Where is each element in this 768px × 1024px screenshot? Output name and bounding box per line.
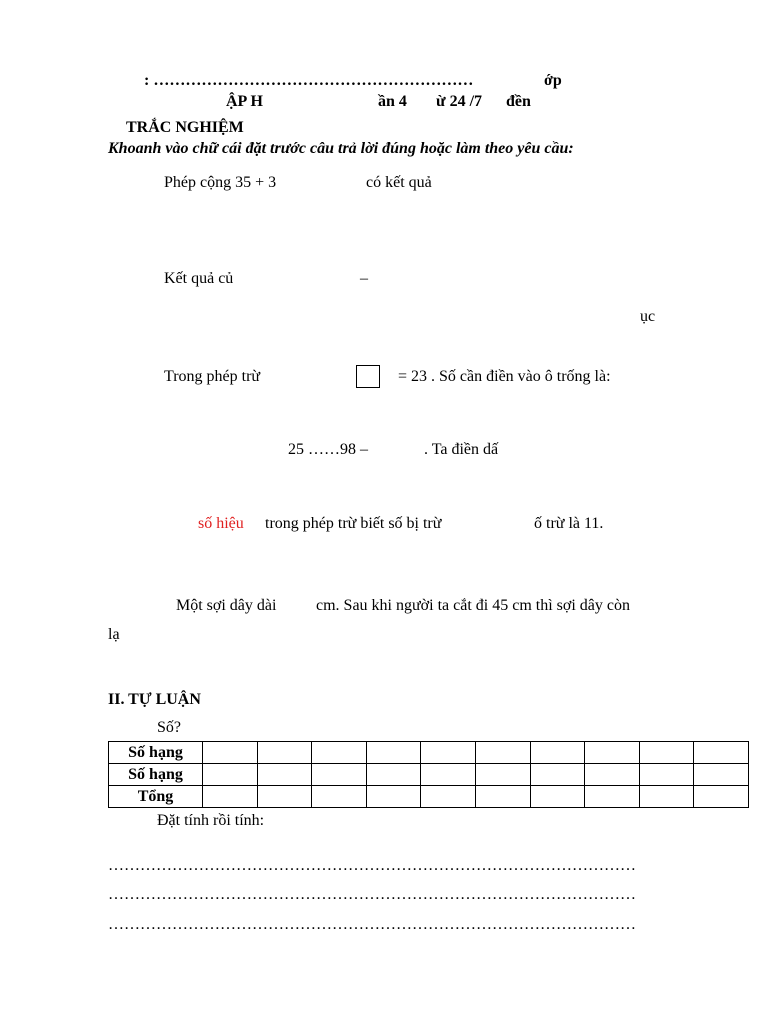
table-cell[interactable] [421,742,476,764]
question-1-text: Phép cộng 35 + 3 [164,174,277,191]
question-6-text: Một sợi dây dài [176,597,277,614]
exercise-1-label: Số? [157,719,181,736]
table-cell[interactable] [475,764,530,786]
class-label: ớp [544,72,562,89]
row-header: Số hạng [109,764,203,786]
section-1-heading: TRẮC NGHIỆM [126,119,244,136]
table-cell[interactable] [257,786,312,808]
table-cell[interactable] [639,742,694,764]
question-3-text: Trong phép trừ [164,368,261,385]
table-cell[interactable] [257,764,312,786]
title-part-4: đền [506,93,531,110]
question-6-line-2: lạ [108,626,120,643]
table-cell[interactable] [366,764,421,786]
exercise-2-label: Đặt tính rồi tính: [157,812,265,829]
table-cell[interactable] [475,786,530,808]
table-cell[interactable] [639,764,694,786]
table-cell[interactable] [530,742,585,764]
section-1-instruction: Khoanh vào chữ cái đặt trước câu trả lời đúng hoặc làm theo yêu cầu: [108,140,574,157]
table-cell[interactable] [585,786,640,808]
row-header: Số hạng [109,742,203,764]
table-cell[interactable] [203,786,258,808]
question-2-tail: ục [640,308,656,325]
question-4-tail: . Ta điền dấ [424,441,499,458]
question-2-text: Kết quả củ [164,270,234,287]
table-row [109,742,749,764]
table-cell[interactable] [366,786,421,808]
table-cell[interactable] [203,742,258,764]
question-4-expression: 25 ……98 – [288,441,368,458]
title-part-2: ần 4 [378,93,407,110]
addition-table [108,741,749,808]
table-cell[interactable] [585,764,640,786]
answer-blank-box[interactable] [356,365,380,388]
table-cell[interactable] [639,786,694,808]
table-cell[interactable] [257,742,312,764]
table-cell[interactable] [530,764,585,786]
title-part-3: ừ 24 /7 [436,93,483,110]
table-cell[interactable] [421,786,476,808]
question-5-text: trong phép trừ biết số bị trừ [265,515,442,532]
table-cell[interactable] [421,764,476,786]
question-6-continuation: cm. Sau khi người ta cắt đi 45 cm thì sợi dây còn [316,597,630,614]
dotted-answer-line[interactable]: ……………………………………………………………………………………… [108,916,636,933]
table-cell[interactable] [366,742,421,764]
question-5-highlight: số hiệu [198,515,244,532]
table-cell[interactable] [312,786,367,808]
table-cell[interactable] [203,764,258,786]
section-2-heading: II. TỰ LUẬN [108,691,201,708]
table-cell[interactable] [530,786,585,808]
table-row [109,786,749,808]
table-cell[interactable] [585,742,640,764]
title-part-1: ẬP H [226,93,263,110]
table-cell[interactable] [312,764,367,786]
student-name-line: : …………………………………………………… [144,72,474,89]
dotted-answer-line[interactable]: ……………………………………………………………………………………… [108,886,636,903]
table-cell[interactable] [475,742,530,764]
table-cell[interactable] [694,742,749,764]
question-3-after: = 23 . Số cần điền vào ô trống là: [398,368,611,385]
row-header: Tổng [109,786,203,808]
table-cell[interactable] [694,764,749,786]
question-2-dash: – [360,270,368,287]
question-5-tail: ố trừ là 11. [534,515,604,532]
table-cell[interactable] [312,742,367,764]
table-row [109,764,749,786]
table-cell[interactable] [694,786,749,808]
question-1-result: có kết quả [366,174,432,191]
dotted-answer-line[interactable]: ……………………………………………………………………………………… [108,857,636,874]
